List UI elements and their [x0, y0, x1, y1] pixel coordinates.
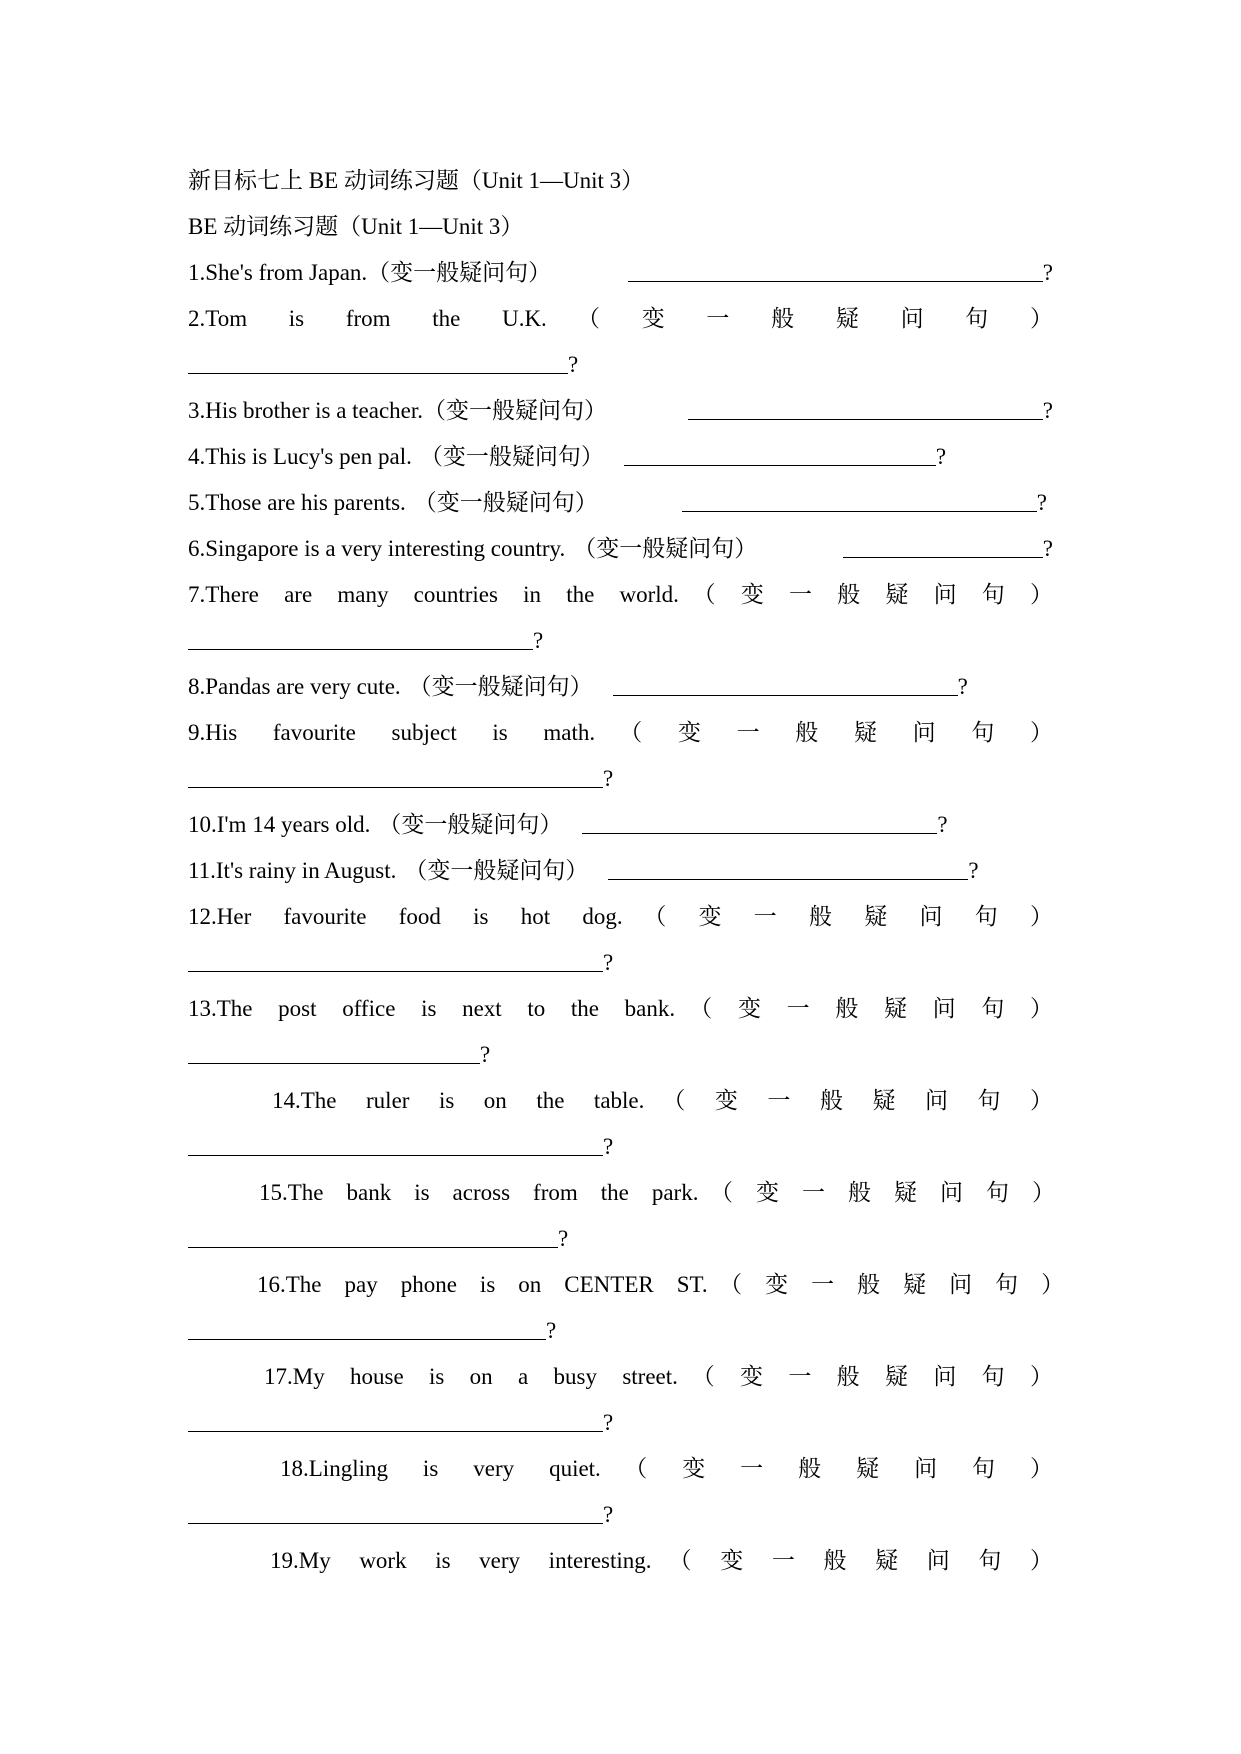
question-text: 11.It's rainy in August. [188, 858, 397, 883]
answer-blank[interactable] [613, 675, 958, 696]
answer-line-2 [188, 342, 1053, 388]
question-mark: ? [935, 444, 947, 469]
question-19 [188, 1538, 1053, 1584]
question-text: 17.My house is on a busy street. （ 变 一 般 疑 问 句 ） [264, 1364, 1053, 1389]
question-14 [188, 1078, 1053, 1124]
question-2 [188, 296, 1053, 342]
question-12 [188, 894, 1053, 940]
answer-blank[interactable] [188, 1227, 558, 1248]
question-text: 1.She's from Japan. [188, 260, 368, 285]
question-text: 16.The pay phone is on CENTER ST. （ 变 一 般 疑 问 句 ） [257, 1272, 1065, 1297]
question-17 [188, 1354, 1053, 1400]
question-mark: ? [480, 1042, 491, 1067]
question-instruction: （变一般疑问句） [419, 444, 604, 469]
question-18 [188, 1446, 1053, 1492]
question-3 [188, 388, 1053, 434]
question-13 [188, 986, 1053, 1032]
question-mark: ? [603, 1134, 614, 1159]
question-6 [188, 526, 1053, 572]
question-text: 15.The bank is across from the park. （ 变 一 般 疑 问 句 ） [259, 1180, 1055, 1205]
answer-blank[interactable] [188, 951, 603, 972]
answer-blank[interactable] [628, 261, 1043, 282]
question-text: 19.My work is very interesting. （ 变 一 般 疑 问 句 ） [270, 1548, 1053, 1573]
question-4 [188, 434, 1053, 480]
question-mark: ? [1042, 536, 1053, 561]
question-mark: ? [533, 628, 544, 653]
question-text: 18.Lingling is very quiet. （ 变 一 般 疑 问 句 ） [280, 1456, 1053, 1481]
question-text: 5.Those are his parents. [188, 490, 406, 515]
answer-line-14 [188, 1124, 1053, 1170]
question-text: 12.Her favourite food is hot dog. （ 变 一 般 疑 问 句 ） [188, 904, 1053, 929]
question-text: 3.His brother is a teacher. [188, 398, 424, 423]
question-mark: ? [1042, 398, 1053, 423]
answer-blank[interactable] [188, 353, 568, 374]
answer-line-13 [188, 1032, 1053, 1078]
answer-blank[interactable] [188, 629, 533, 650]
answer-blank[interactable] [188, 1319, 546, 1340]
question-7 [188, 572, 1053, 618]
answer-blank[interactable] [843, 537, 1043, 558]
answer-line-7 [188, 618, 1053, 664]
question-text: 2.Tom is from the U.K. （ 变 一 般 疑 问 句 ） [188, 306, 1053, 331]
question-instruction: （变一般疑问句） [404, 858, 589, 883]
question-instruction: （变一般疑问句） [367, 260, 552, 285]
doc-title: 新目标七上 BE 动词练习题（Unit 1—Unit 3） [188, 168, 645, 193]
answer-line-9 [188, 756, 1053, 802]
answer-blank[interactable] [688, 399, 1043, 420]
question-9 [188, 710, 1053, 756]
question-8 [188, 664, 1053, 710]
question-text: 9.His favourite subject is math. （ 变 一 般 疑 问 句 ） [188, 720, 1053, 745]
answer-blank[interactable] [188, 767, 603, 788]
answer-blank[interactable] [608, 859, 968, 880]
question-mark: ? [558, 1226, 569, 1251]
question-text: 14.The ruler is on the table. （ 变 一 般 疑 问 句 ） [272, 1088, 1053, 1113]
question-text: 10.I'm 14 years old. [188, 812, 371, 837]
answer-line-16 [188, 1308, 1053, 1354]
question-instruction: （变一般疑问句） [408, 674, 593, 699]
question-mark: ? [603, 1410, 614, 1435]
question-mark: ? [568, 352, 579, 377]
answer-line-18 [188, 1492, 1053, 1538]
question-text: 4.This is Lucy's pen pal. [188, 444, 412, 469]
question-10 [188, 802, 1053, 848]
question-mark: ? [957, 674, 968, 699]
question-1 [188, 250, 1053, 296]
question-mark: ? [1042, 260, 1053, 285]
question-mark: ? [603, 766, 614, 791]
answer-blank[interactable] [188, 1135, 603, 1156]
answer-blank[interactable] [188, 1411, 603, 1432]
question-text: 6.Singapore is a very interesting country. [188, 536, 566, 561]
question-instruction: （变一般疑问句） [423, 398, 608, 423]
answer-blank[interactable] [682, 491, 1037, 512]
question-11 [188, 848, 1053, 894]
answer-line-15 [188, 1216, 1053, 1262]
question-mark: ? [968, 858, 979, 883]
answer-blank[interactable] [188, 1043, 480, 1064]
question-5 [188, 480, 1053, 526]
question-16 [188, 1262, 1065, 1308]
question-text: 8.Pandas are very cute. [188, 674, 401, 699]
question-mark: ? [937, 812, 948, 837]
question-instruction: （变一般疑问句） [378, 812, 563, 837]
worksheet-content [188, 158, 1065, 1584]
answer-blank[interactable] [582, 813, 937, 834]
question-instruction: （变一般疑问句） [413, 490, 598, 515]
question-instruction: （变一般疑问句） [573, 536, 758, 561]
question-mark: ? [546, 1318, 557, 1343]
answer-line-12 [188, 940, 1053, 986]
question-mark: ? [1036, 490, 1047, 515]
answer-line-17 [188, 1400, 1053, 1446]
question-mark: ? [603, 1502, 614, 1527]
answer-blank[interactable] [188, 1503, 603, 1524]
question-text: 13.The post office is next to the bank. （ 变 一 般 疑 问 句 ） [188, 996, 1053, 1021]
question-text: 7.There are many countries in the world. （ 变 一 般 疑 问 句 ） [188, 582, 1053, 607]
answer-blank[interactable] [624, 445, 936, 466]
question-mark: ? [603, 950, 614, 975]
question-15 [188, 1170, 1053, 1216]
doc-subtitle: BE 动词练习题（Unit 1—Unit 3） [188, 214, 524, 239]
